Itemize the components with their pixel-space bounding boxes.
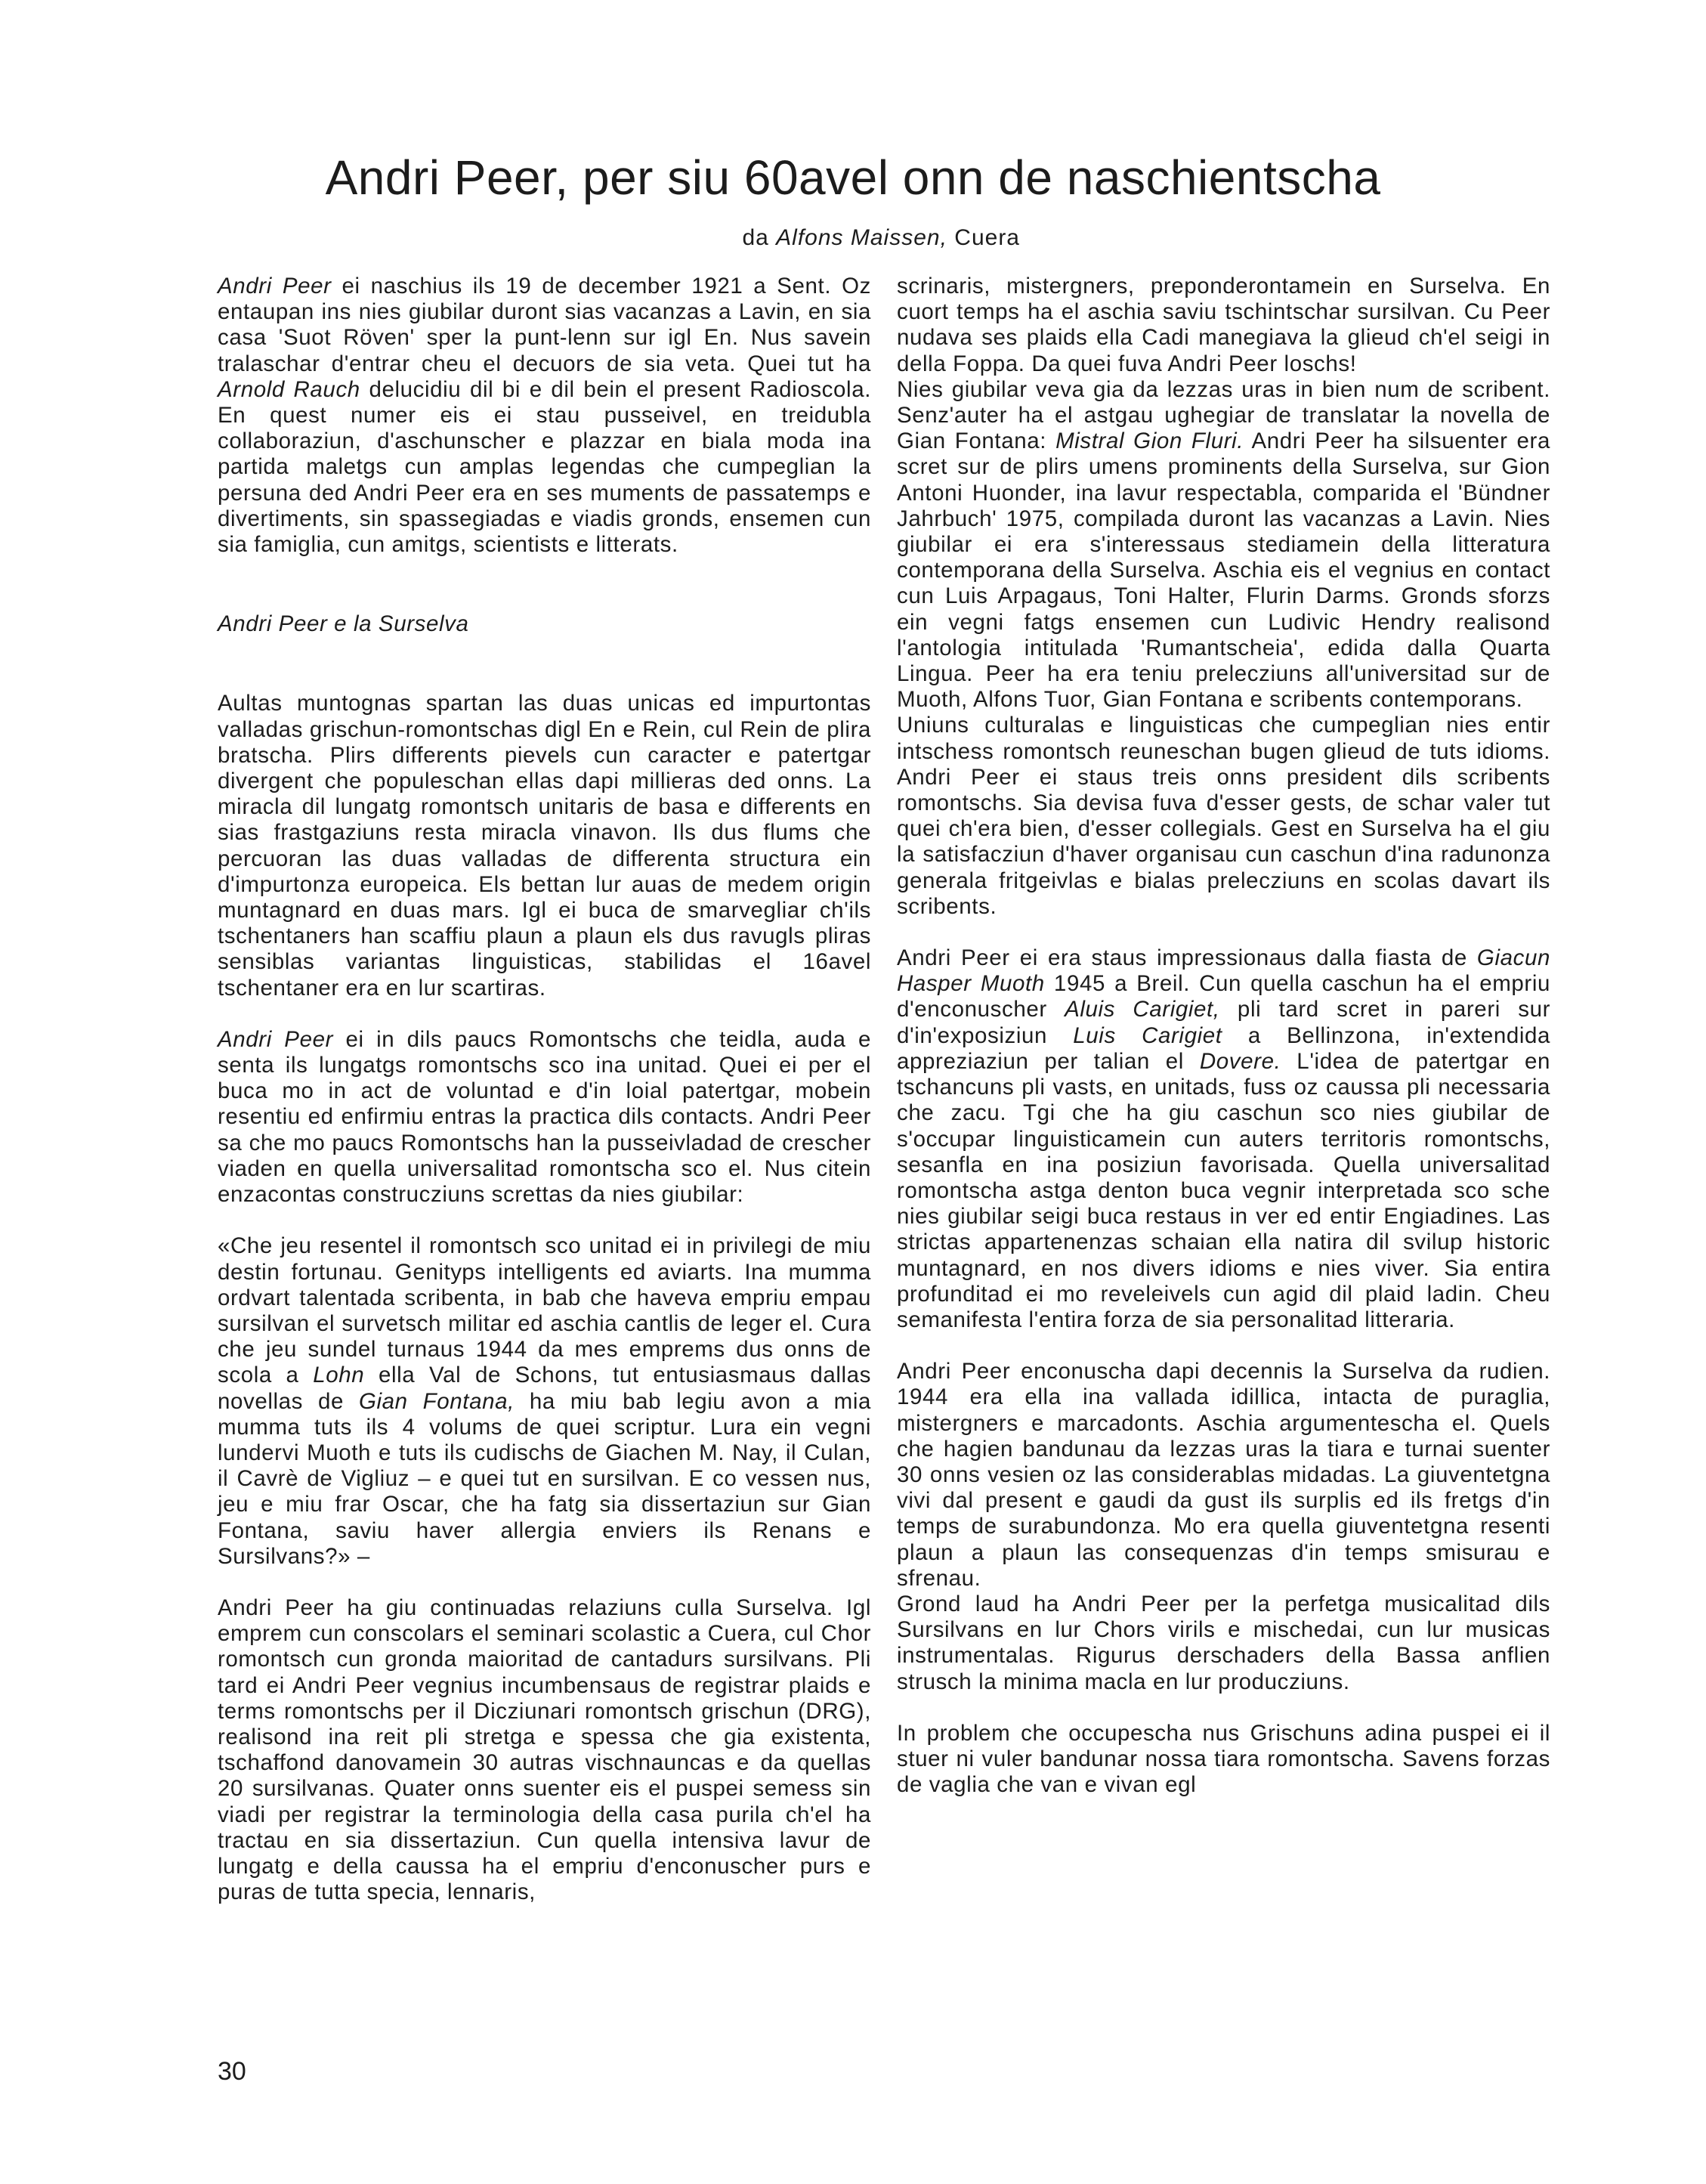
author-name: Alfons Maissen,: [776, 225, 947, 250]
article-title: Andri Peer, per siu 60avel onn de naschientscha: [325, 150, 1381, 205]
paragraph: Grond laud ha Andri Peer per la perfetga musicalitad dils Sursilvans en lur Chors virils e mischedai, cun lur musicas instrumentalas. Rigurus derschaders della Bassa anflien strusch la minima macla en lur producziuns.: [897, 1591, 1550, 1694]
newspaper-name: Dovere.: [1199, 1048, 1281, 1074]
text-run: ei in dils paucs Romontschs che teidla, auda e senta ils lungatgs romontschs sco ina unitad. Quei ei per el buca mo in act de voluntad e d'in loial patertgar, mobein resentiu ed enfirmiu entras la practica dils contacts. Andri Peer sa che mo paucs Romontschs han la pusseivladad de crescher viaden en quella universalitad romontscha sco el. Nus citein enzacontas construcziuns screttas da nies giubilar:: [218, 1026, 871, 1208]
paragraph: [218, 1027, 871, 1208]
paragraph: Andri Peer enconuscha dapi decennis la Surselva da rudien. 1944 era ella ina vallada idillica, intacta de puraglia, mistergners e marcadonts. Aschia argumentescha el. Quels che hagien bandunau da lezzas uras la tiara e turnai suenter 30 onns vesien oz las considerablas midadas. La giuventetgna vivi dal present e gaudi da gust ils surplis ed ils fretgs d'in temps de surabundonza. Mo era quella giuventetgna resenti plaun a plaun las consequenzas d'in temps smisurau e sfrenau.: [897, 1359, 1550, 1591]
byline-prefix: da: [742, 225, 769, 250]
text-run: Andri Peer ei era staus impressionaus dalla fiasta de: [897, 945, 1477, 971]
text-run: ella Val de Schons, tut entusiasmaus dallas novellas de: [218, 1363, 872, 1414]
paragraph: scrinaris, mistergners, preponderontamein en Surselva. En cuort temps ha el aschia saviu tschintschar sursilvan. Cu Peer nudava ses plaids ella Cadi manegiava la glieud ch'el seigi in della Foppa. Da quei fuva Andri Peer loschs!: [897, 274, 1550, 376]
text-run: Andri Peer ha silsuenter era scret sur de plirs umens prominents della Surselva, sur Gion Antoni Huonder, ina lavur respectabla, comparida el 'Bündner Jahrbuch' 1975, compilada duront las vacanzas a Lavin. Nies giubilar ei era s'interessaus stediamein della litteratura contemporana della Surselva. Aschia eis el vegnius en contact cun Luis Arpagaus, Toni Halter, Flurin Darms. Gronds sforzs ein vegni fatgs ensemen cun Ludivic Hendry realisond l'antologia intitulada 'Rumantscheia', edida dalla Quarta Lingua. Peer ha era teniu prelecziuns all'universitad sur de Muoth, Alfons Tuor, Gian Fontana e scribents contemporans.: [897, 428, 1550, 713]
text-run: «Che jeu resentel il romontsch sco unitad ei in privilegi de miu destin fortunau. Genitурs intelligents ed aviarts. Ina mumma ordvart talentada scribenta, in bab che haveva empriu empau sursilvan el survetsch militar ed aschia cantlis de leger el. Cura che jeu sundel turnaus 1944 da mes emprems dus onns de scola a: [218, 1233, 871, 1388]
person-name: Arnold Rauch: [218, 376, 360, 402]
person-name: Aluis Carigiet,: [1065, 997, 1220, 1022]
paragraph: [218, 274, 871, 558]
left-column: [218, 274, 871, 1905]
right-column: [897, 274, 1550, 1798]
paragraph: [897, 377, 1550, 713]
text-run: Nies giubilar veva gia da lezzas uras in bien num de scribent. Senz'auter ha el astgau ughegiar de translatar la novella de Gian Fontana:: [897, 376, 1550, 454]
person-name: Luis Carigiet: [1073, 1022, 1222, 1048]
text-run: ei naschius ils 19 de december 1921 a Sent. Oz entaupan ins nies giubilar duront sias vacanzas a Lavin, en sia casa 'Suot Röven' sper la punt-lenn sur igl En. Nus savein tralaschar d'entrar cheu el decuors de sia veta. Quei tut ha: [218, 274, 871, 376]
person-name: Gian Fontana,: [358, 1388, 515, 1414]
person-name: Andri Peer: [218, 1026, 334, 1052]
quote-paragraph: [218, 1233, 871, 1570]
paragraph: [897, 945, 1550, 1333]
work-title: Mistral Gion Fluri.: [1055, 428, 1244, 454]
text-run: 1945 a Breil. Cun quella caschun ha el empriu d'enconuscher: [897, 971, 1551, 1022]
byline: [0, 225, 1020, 251]
section-subheading: Andri Peer e la Surselva: [218, 611, 469, 637]
paragraph: Uniuns culturalas e linguisticas che cumpeglian nies entir intschess romontsch reuneschan bugen glieud de tuts idioms. Andri Peer ei staus treis onns president dils scribents romontschs. Sia devisa fuva d'esser gests, de schar valer tut quei ch'era bien, d'esser collegials. Gest en Surselva ha el giu la satisfacziun d'haver organisau cun caschun d'ina radunonza generala fritgeivlas e bialas prelecziuns en scolas davart ils scribents.: [897, 713, 1550, 919]
text-run: pli tard scret in pareri sur d'in'exposiziun: [897, 997, 1550, 1048]
paragraph: Aultas muntognas spartan las duas unicas ed impurtontas valladas grischun-romontschas digl En e Rein, cul Rein de plira bratscha. Plirs differents pievels cun caracter e patertgar divergent che populeschan ellas dapi millieras ded onns. La miracla dil lungatg romontsch unitaris de basa e differents en sias frastgaziuns resta miracla vinavon. Ils dus flums che percuoran las duas valladas de differenta structura ein d'impurtonza europeica. Els bettan lur auas de medem origin muntagnard en duas mars. Igl ei buca de smarvegliar ch'ils tschentaners han scaffiu plaun a plaun els dus ravugls pliras sensiblas variantas linguisticas, stabilidas el 16avel tschentaner era en lur scartiras.: [218, 691, 871, 1001]
person-name: Giacun Hasper Muoth: [897, 945, 1550, 997]
paragraph: Andri Peer ha giu continuadas relaziuns culla Surselva. Igl emprem cun conscolars el seminari scolastic a Cuera, cul Chor romontsch cun gronda maioritad de cantadurs sursilvans. Pli tard ei Andri Peer vegnius incumbensaus de registrar plaids e terms romontschs per il Dicziunari romontsch grischun (DRG), realisond ina reit pli stretga e spessa che gia existenta, tschaffond danovamein 30 autras vischnauncas e da quellas 20 sursilvanas. Quater onns suenter eis el puspei semess sin viadi per registrar la terminologia della casa purila ch'el ha tractau en sia dissertaziun. Cun quella intensiva lavur de lungatg e della caussa ha el empriu d'enconuscher purs e puras de tutta specia, lennaris,: [218, 1595, 871, 1905]
text-run: delucidiu dil bi e dil bein el present Radioscola. En quest numer eis ei stau pusseivel, en treidubla collaboraziun, d'aschunscher e plazzar en biala moda ina partida maletgs cun amplas legendas che cumpeglian la persuna ded Andri Peer era en ses muments de passatemps e divertiments, sin spassegiadas e viadis gronds, ensemen cun sia famiglia, cun amitgs, scientists e litterats.: [218, 376, 871, 558]
text-run: L'idea de patertgar en tschancuns pli vasts, en unitads, fuss oz caussa pli necessaria che zacu. Tgi che ha giu caschun sco nies giubilar de s'occupar linguisticamein cun auters territoris romontschs, sesanfla en ina posiziun favorisada. Quella universalitad romontscha astga denton buca vegnir interpretada sco sche nies giubilar seigi buca restaus in ver ed entir Engiadines. Las strictas appartenenzas schaian ella natira dil svilup historic muntagnard, en nos divers idioms e nies viver. Sia entira profunditad ei mo reveleivels cun agid dil plaid ladin. Cheu semanifesta l'entira forza de sia personalitad litteraria.: [897, 1048, 1550, 1332]
text-run: a Bellinzona, in'extendida appreziaziun per talian el: [897, 1022, 1551, 1074]
author-place: Cuera: [954, 225, 1020, 250]
paragraph: In problem che occupescha nus Grischuns adina puspei ei il stuer ni vuler bandunar nossa tiara romontscha. Savens forzas de vaglia che van e vivan egl: [897, 1720, 1550, 1798]
page-number: 30: [218, 2057, 246, 2086]
place-name: Lohn: [313, 1363, 365, 1388]
text-run: ha miu bab legiu avon a mia mumma tuts ils 4 volums de quei scriptur. Lura ein vegni lundervi Muoth e tuts ils cudischs de Giachen M. Nay, il Culan, il Cavrè de Vigliuz – e quei tut en sursilvan. E co vessen nus, jeu e miu frar Oscar, che ha fatg sia dissertaziun sur Gian Fontana, saviu haver allergia enviers ils Renans e Sursilvans?» –: [218, 1388, 871, 1569]
person-name: Andri Peer: [218, 274, 332, 299]
